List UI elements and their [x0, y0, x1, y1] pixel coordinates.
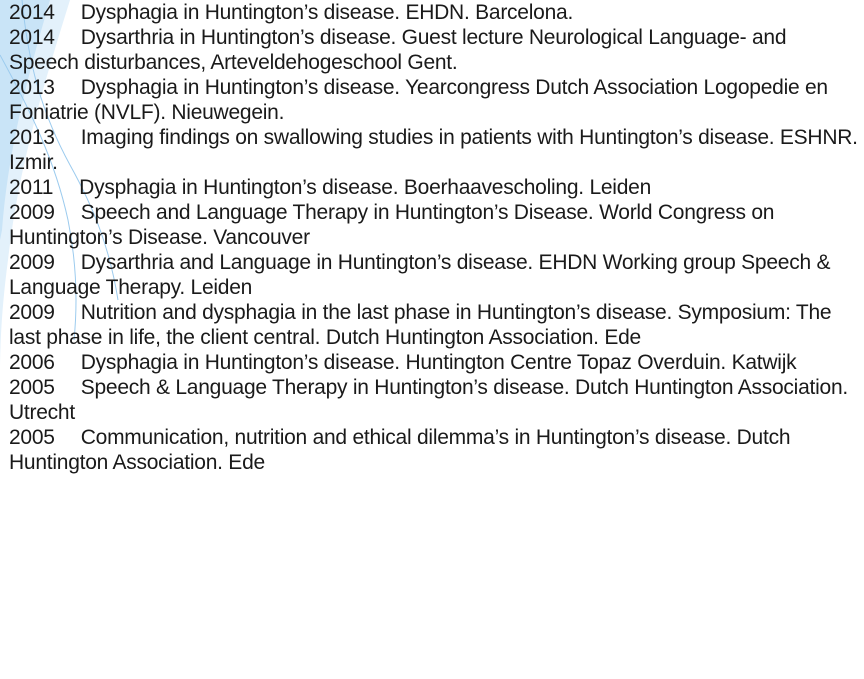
entry-text: Dysarthria and Language in Huntington’s disease. EHDN Working group Speech & Language Therapy. Leiden — [9, 251, 831, 299]
list-item — [9, 425, 859, 475]
entry-year: 2013 — [9, 76, 55, 99]
list-item — [9, 200, 859, 250]
entry-text: Communication, nutrition and ethical dilemma’s in Huntington’s disease. Dutch Huntington Association. Ede — [9, 426, 791, 474]
entry-text: Dysphagia in Huntington’s disease. EHDN. Barcelona. — [80, 1, 574, 24]
list-item — [9, 175, 859, 200]
entry-year: 2009 — [9, 251, 55, 274]
entry-year: 2009 — [9, 201, 55, 224]
entry-text: Dysphagia in Huntington’s disease. Yearcongress Dutch Association Logopedie en Foniatrie (NVLF). Nieuwegein. — [9, 76, 828, 124]
entry-year: 2006 — [9, 351, 55, 374]
entry-year: 2014 — [9, 26, 55, 49]
entry-text: Speech and Language Therapy in Huntington’s Disease. World Congress on Huntington’s Disease. Vancouver — [9, 201, 775, 249]
list-item — [9, 350, 859, 375]
entry-text: Speech & Language Therapy in Huntington’s disease. Dutch Huntington Association. Utrecht — [9, 376, 848, 424]
entry-year: 2013 — [9, 126, 55, 149]
list-item — [9, 75, 859, 125]
entry-year: 2005 — [9, 426, 55, 449]
list-item — [9, 125, 859, 175]
entry-text: Imaging findings on swallowing studies in patients with Huntington’s disease. ESHNR. Izmir. — [9, 126, 858, 174]
entry-year: 2011 — [9, 176, 54, 199]
entry-year: 2014 — [9, 1, 55, 24]
entry-year: 2005 — [9, 376, 55, 399]
entry-text: Dysphagia in Huntington’s disease. Huntington Centre Topaz Overduin. Katwijk — [80, 351, 797, 374]
list-item — [9, 0, 859, 25]
entry-text: Nutrition and dysphagia in the last phase in Huntington’s disease. Symposium: The last phase in life, the client central. Dutch Huntington Association. Ede — [9, 301, 832, 349]
presentations-list — [9, 0, 859, 475]
list-item — [9, 300, 859, 350]
entry-year: 2009 — [9, 301, 55, 324]
list-item — [9, 375, 859, 425]
list-item — [9, 250, 859, 300]
entry-text: Dysphagia in Huntington’s disease. Boerhaavescholing. Leiden — [79, 176, 652, 199]
entry-text: Dysarthria in Huntington’s disease. Guest lecture Neurological Language- and Speech disturbances, Arteveldehogeschool Gent. — [9, 26, 787, 74]
list-item — [9, 25, 859, 75]
